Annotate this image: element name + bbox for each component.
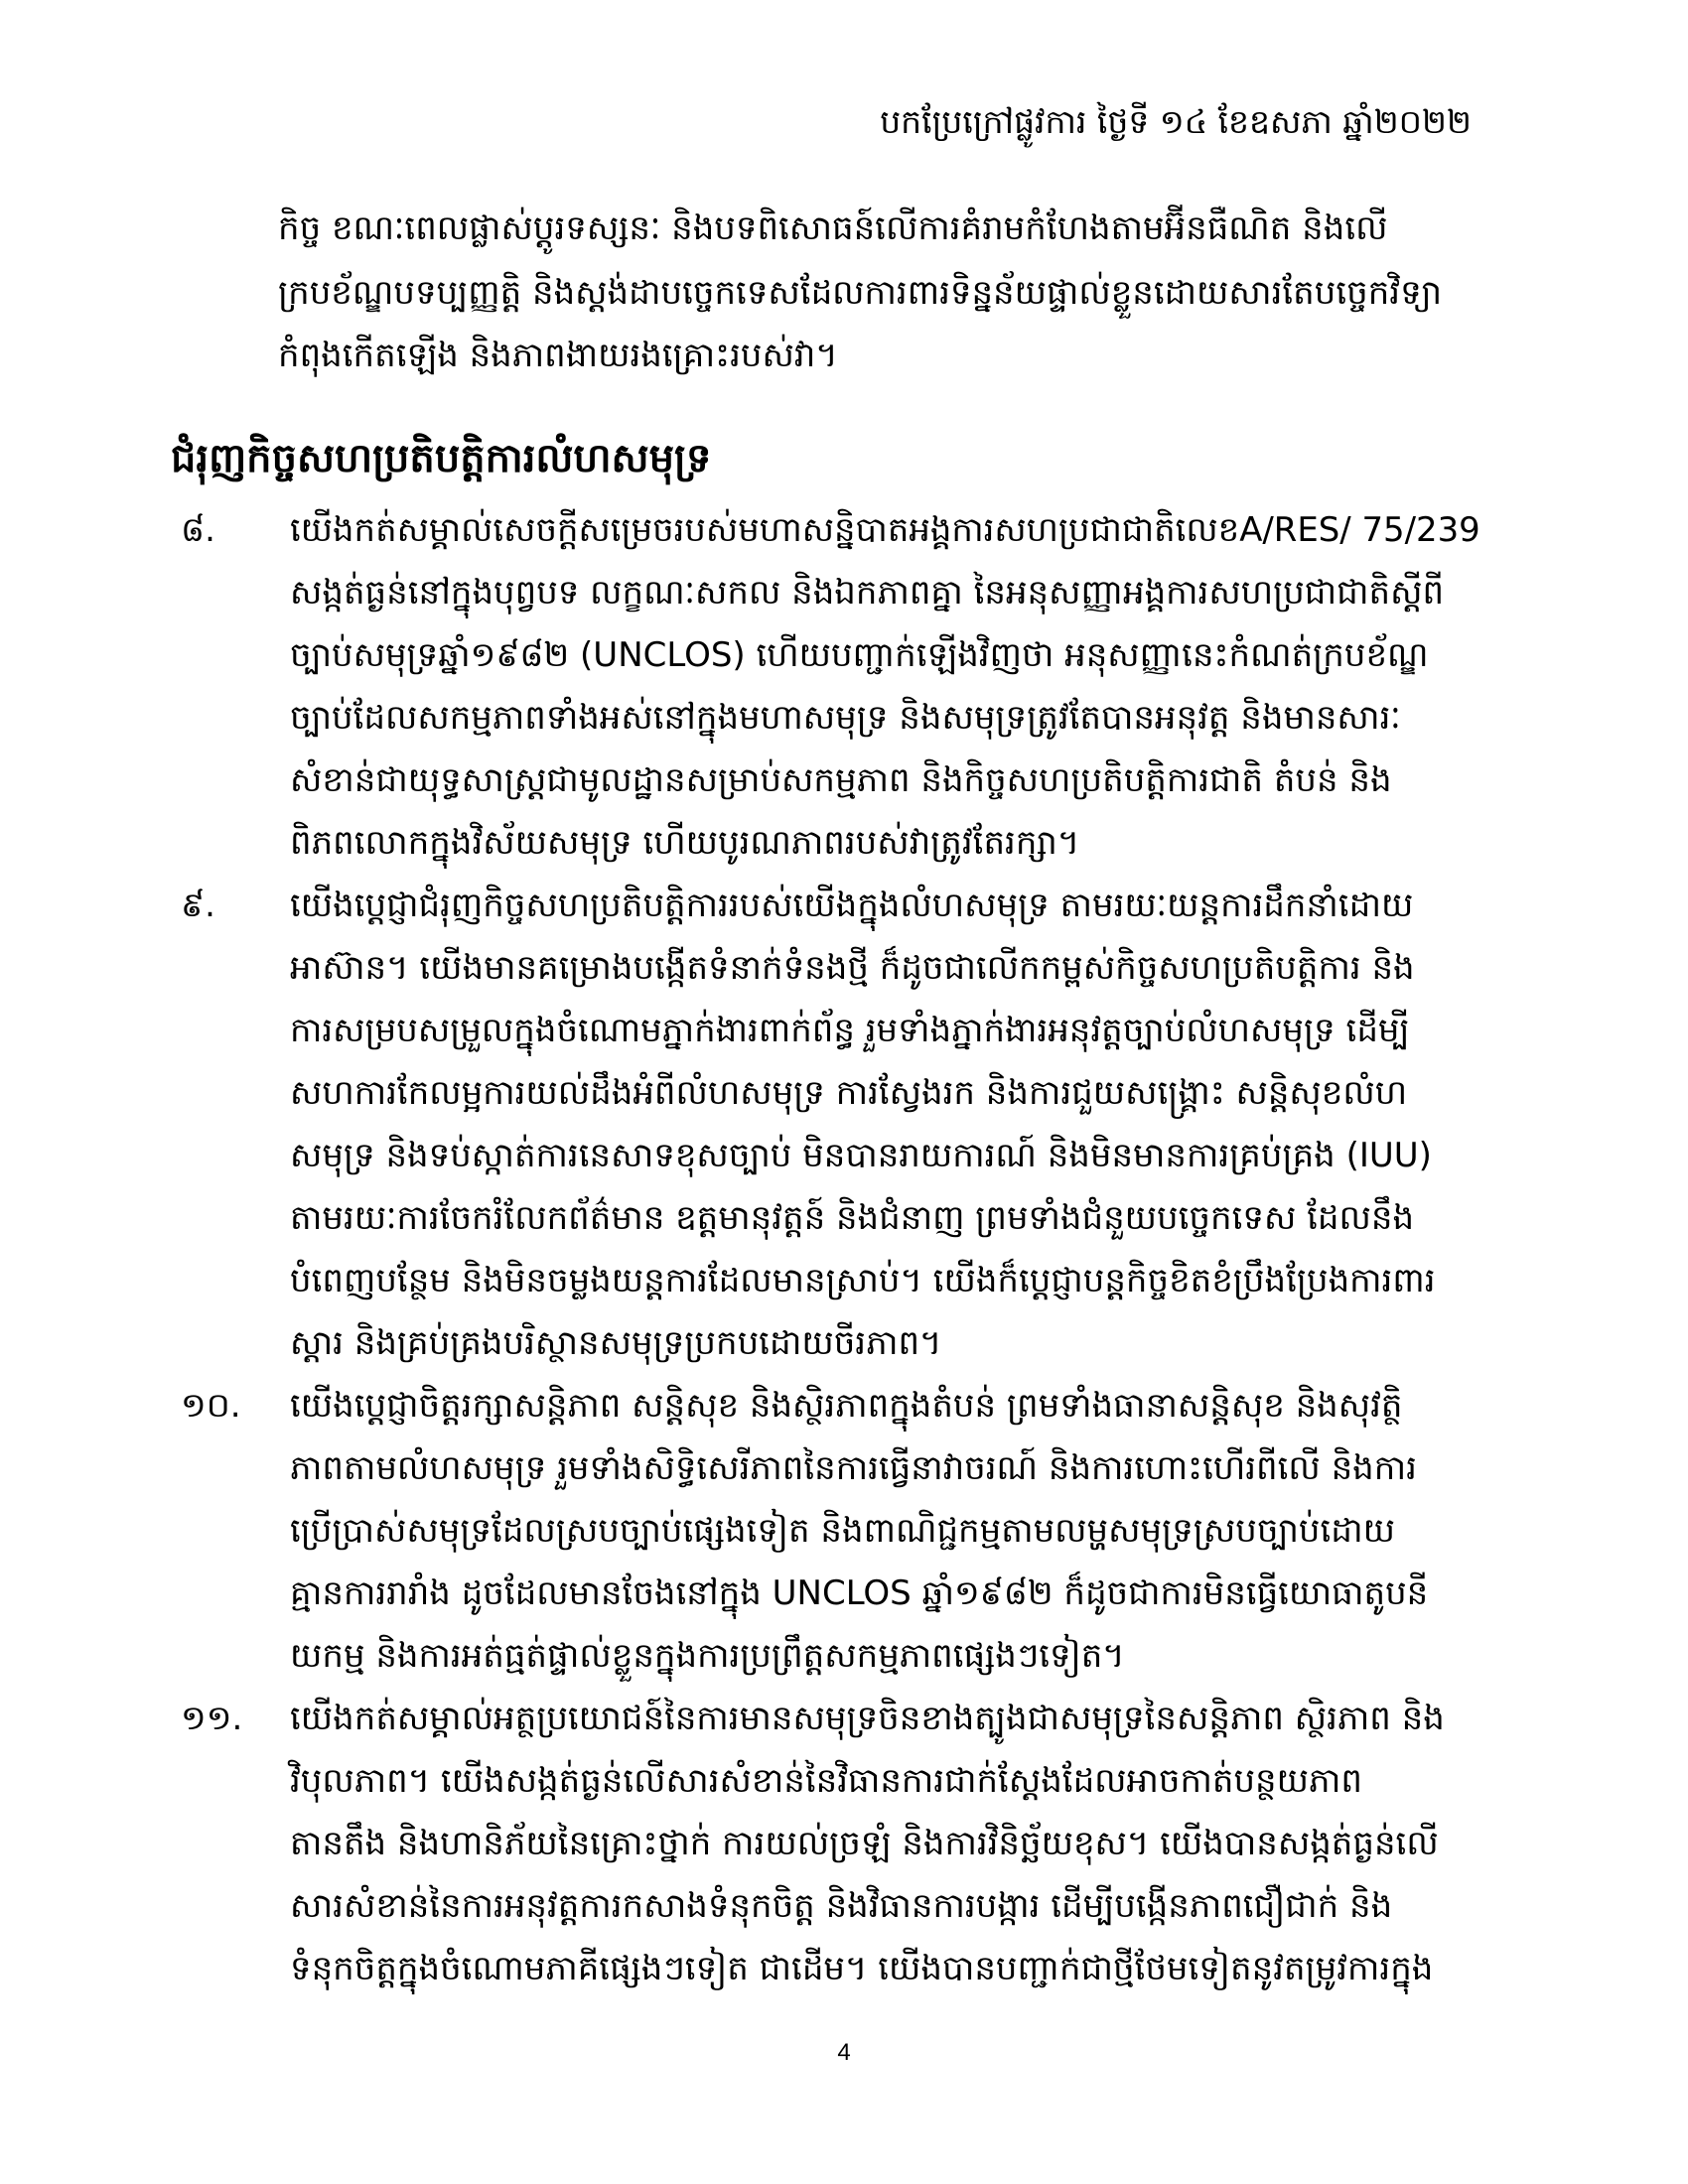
paragraph-line: យកម្ម និងការអត់ធ្មត់ផ្ទាល់ខ្លួនក្នុងការប្រព្រឹត្តសកម្មភាពផ្សេងៗទៀត។ xyxy=(290,1636,1125,1676)
paragraph-number: ១១. xyxy=(181,1699,243,1738)
paragraph-number: ១០. xyxy=(181,1386,241,1426)
paragraph-line: ស្តារ និងគ្រប់គ្រងបរិស្ថានសមុទ្រប្រកបដោយចីរភាព។ xyxy=(290,1323,942,1363)
section-heading: ជំរុញកិច្ចសហប្រតិបត្តិការលំហសមុទ្រ xyxy=(171,436,712,481)
intro-line: កិច្ច ខណៈពេលផ្លាស់ប្តូរទស្សនៈ និងបទពិសោធន៍លើការគំរាមកំហែងតាមអ៊ីនធឺណិត និងលើ xyxy=(278,208,1388,248)
intro-line: កំពុងកើតឡើង និងភាពងាយរងគ្រោះរបស់វា។ xyxy=(278,336,838,375)
paragraph-line: ទំនុកចិត្តក្នុងចំណោមភាគីផ្សេងៗទៀត ជាដើម។ យើងបានបញ្ជាក់ជាថ្មីថែមទៀតនូវតម្រូវការក្នុង xyxy=(290,1949,1434,1988)
paragraph-line: ការសម្របសម្រួលក្នុងចំណោមភ្នាក់ងារពាក់ព័ន្ធ រួមទាំងភ្នាក់ងារអនុវត្តច្បាប់លំហសមុទ្រ ដើម្បី xyxy=(290,1011,1410,1050)
paragraph-line: យើងប្តេជ្ញាជំរុញកិច្ចសហប្រតិបត្តិការរបស់យើងក្នុងលំហសមុទ្រ តាមរយៈយន្តការដឹកនាំដោយ xyxy=(290,886,1414,925)
paragraph-line: សហការកែលម្អការយល់ដឹងអំពីលំហសមុទ្រ ការស្វែងរក និងការជួយសង្គ្រោះ សន្តិសុខលំហ xyxy=(290,1073,1408,1113)
paragraph-line: សារសំខាន់នៃការអនុវត្តការកសាងទំនុកចិត្ត និងវិធានការបង្ការ ដើម្បីបង្កើនភាពជឿជាក់ និង xyxy=(290,1886,1393,1926)
paragraph-line: យើងកត់សម្គាល់សេចក្តីសម្រេចរបស់មហាសន្និបាតអង្គការសហប្រជាជាតិលេខA/RES/ 75/239 xyxy=(290,510,1480,550)
header-note: បកប្រែក្រៅផ្លូវការ ថ្ងៃទី ១៤ ខែឧសភា ឆ្នាំ២០២២ xyxy=(880,102,1472,141)
paragraph-line: តាមរយៈការចែករំលែកព័ត៌មាន ឧត្តមានុវត្តន៍ និងជំនាញ ព្រមទាំងជំនួយបច្ចេកទេស ដែលនឹង xyxy=(290,1198,1415,1238)
paragraph-line: យើងកត់សម្គាល់អត្ថប្រយោជន៍នៃការមានសមុទ្រចិនខាងត្បូងជាសមុទ្រនៃសន្តិភាព ស្ថិរភាព និង xyxy=(290,1699,1445,1738)
paragraph-line: បំពេញបន្ថែម និងមិនចម្លងយន្តការដែលមានស្រាប់។ យើងក៏ប្តេជ្ញាបន្តកិច្ចខិតខំប្រឹងប្រែងការពារ xyxy=(290,1261,1436,1300)
paragraph-line: ភាពតាមលំហសមុទ្រ រួមទាំងសិទ្ធិសេរីភាពនៃការធ្វើនាវាចរណ៍ និងការហោះហើរពីលើ និងការ xyxy=(290,1448,1417,1488)
paragraph-line: វិបុលភាព។ យើងសង្កត់ធ្ងន់លើសារសំខាន់នៃវិធានការជាក់ស្តែងដែលអាចកាត់បន្ថយភាព xyxy=(290,1761,1362,1801)
paragraph-line: ប្រើប្រាស់សមុទ្រដែលស្របច្បាប់ផ្សេងទៀត និងពាណិជ្ជកម្មតាមលម្ហសមុទ្រស្របច្បាប់ដោយ xyxy=(290,1511,1395,1551)
paragraph-line: ពិភពលោកក្នុងវិស័យសមុទ្រ ហើយបូរណភាពរបស់វាត្រូវតែរក្សា។ xyxy=(290,823,1080,863)
paragraph-number: ៨. xyxy=(181,510,215,550)
paragraph-line: សមុទ្រ និងទប់ស្កាត់ការនេសាទខុសច្បាប់ មិនបានរាយការណ៍ និងមិនមានការគ្រប់គ្រង (IUU) xyxy=(290,1136,1432,1175)
paragraph-line: គ្មានការរារាំង ដូចដែលមានចែងនៅក្នុង UNCLOS ឆ្នាំ១៩៨២ ក៏ដូចជាការមិនធ្វើយោធាតូបនី xyxy=(290,1573,1429,1613)
paragraph-line: សំខាន់ជាយុទ្ធសាស្ត្រជាមូលដ្ឋានសម្រាប់សកម្មភាព និងកិច្ចសហប្រតិបត្តិការជាតិ តំបន់ និង xyxy=(290,760,1392,800)
paragraph-line: សង្កត់ធ្ងន់នៅក្នុងបុព្វបទ លក្ខណៈសកល និងឯកភាពគ្នា នៃអនុសញ្ញាអង្គការសហប្រជាជាតិស្តីពី xyxy=(290,573,1445,613)
paragraph-line: អាស៊ាន។ យើងមានគម្រោងបង្កើតទំនាក់ទំនងថ្មី ក៏ដូចជាលើកកម្ពស់កិច្ចសហប្រតិបត្តិការ និង xyxy=(290,948,1415,988)
paragraph-number: ៩. xyxy=(181,886,215,925)
paragraph-line: យើងប្តេជ្ញាចិត្តរក្សាសន្តិភាព សន្តិសុខ និងស្ថិរភាពក្នុងតំបន់ ព្រមទាំងធានាសន្តិសុខ និងសុវត្ថិ xyxy=(290,1386,1403,1426)
paragraph-line: តានតឹង និងហានិភ័យនៃគ្រោះថ្នាក់ ការយល់ច្រឡំ និងការវិនិច្ឆ័យខុស។ យើងបានសង្កត់ធ្ងន់លើ xyxy=(290,1824,1439,1863)
paragraph-line: ច្បាប់ដែលសកម្មភាពទាំងអស់នៅក្នុងមហាសមុទ្រ និងសមុទ្រត្រូវតែបានអនុវត្ត និងមានសារៈ xyxy=(290,698,1401,738)
paragraph-line: ច្បាប់សមុទ្រឆ្នាំ១៩៨២ (UNCLOS) ហើយបញ្ជាក់ឡើងវិញថា អនុសញ្ញានេះកំណត់ក្របខ័ណ្ឌ xyxy=(290,635,1429,675)
page-number: 4 xyxy=(837,2039,851,2066)
intro-line: ក្របខ័ណ្ឌបទប្បញ្ញត្តិ និងស្តង់ដាបច្ចេកទេសដែលការពារទិន្នន័យផ្ទាល់ខ្លួនដោយសារតែបច្ចេកវិទ្យា xyxy=(278,273,1443,313)
